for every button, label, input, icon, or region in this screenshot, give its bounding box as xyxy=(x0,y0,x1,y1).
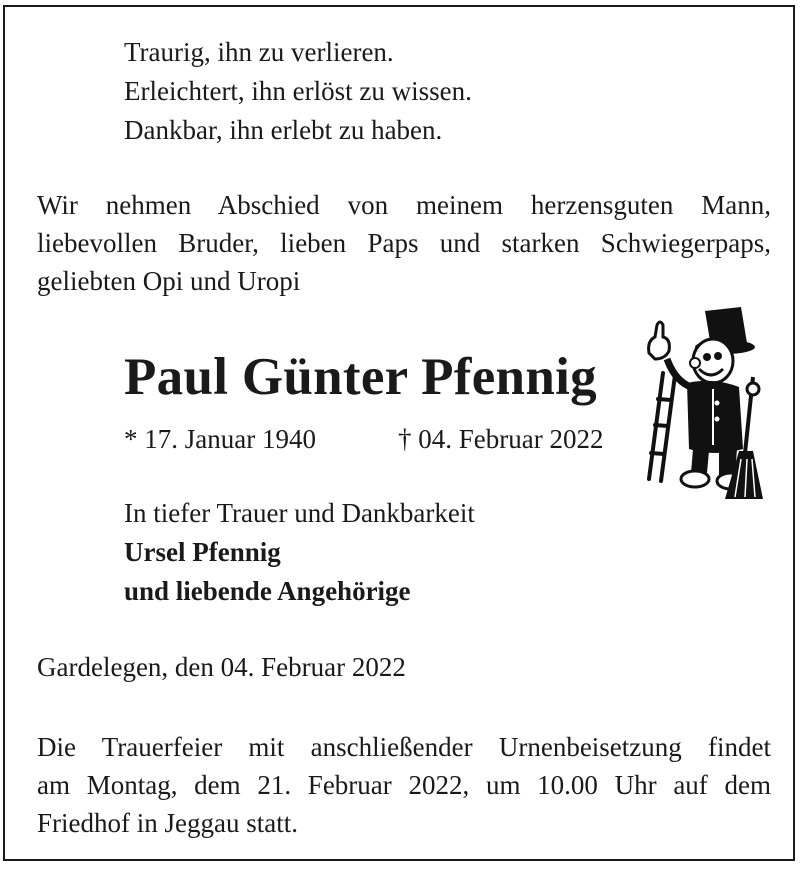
obituary-notice xyxy=(3,5,795,861)
birth-date: * 17. Januar 1940 xyxy=(124,424,316,454)
chimney-sweep-icon xyxy=(641,303,765,503)
ceremony-line-3: Friedhof in Jeggau statt. xyxy=(37,808,298,838)
place-date: Gardelegen, den 04. Februar 2022 xyxy=(37,652,406,682)
mourners-line-2: Ursel Pfennig xyxy=(124,537,281,567)
mourners-line-3: und liebende Angehörige xyxy=(124,576,411,606)
ceremony-line-1: Die Trauerfeier mit anschließender Urnenbeisetzung findet xyxy=(37,732,771,762)
death-date: † 04. Februar 2022 xyxy=(398,424,604,454)
motto-line-2: Erleichtert, ihn erlöst zu wissen. xyxy=(124,76,472,106)
mourners-line-1: In tiefer Trauer und Dankbarkeit xyxy=(124,498,475,528)
deceased-name: Paul Günter Pfennig xyxy=(124,348,597,406)
intro-line-1: Wir nehmen Abschied von meinem herzensguten Mann, xyxy=(37,190,771,220)
motto-line-3: Dankbar, ihn erlebt zu haben. xyxy=(124,115,443,145)
motto-line-1: Traurig, ihn zu verlieren. xyxy=(124,37,394,67)
intro-line-2: liebevollen Bruder, lieben Paps und starken Schwiegerpaps, xyxy=(37,228,771,258)
intro-line-3: geliebten Opi und Uropi xyxy=(37,266,301,296)
ceremony-line-2: am Montag, dem 21. Februar 2022, um 10.00 Uhr auf dem xyxy=(37,770,771,800)
